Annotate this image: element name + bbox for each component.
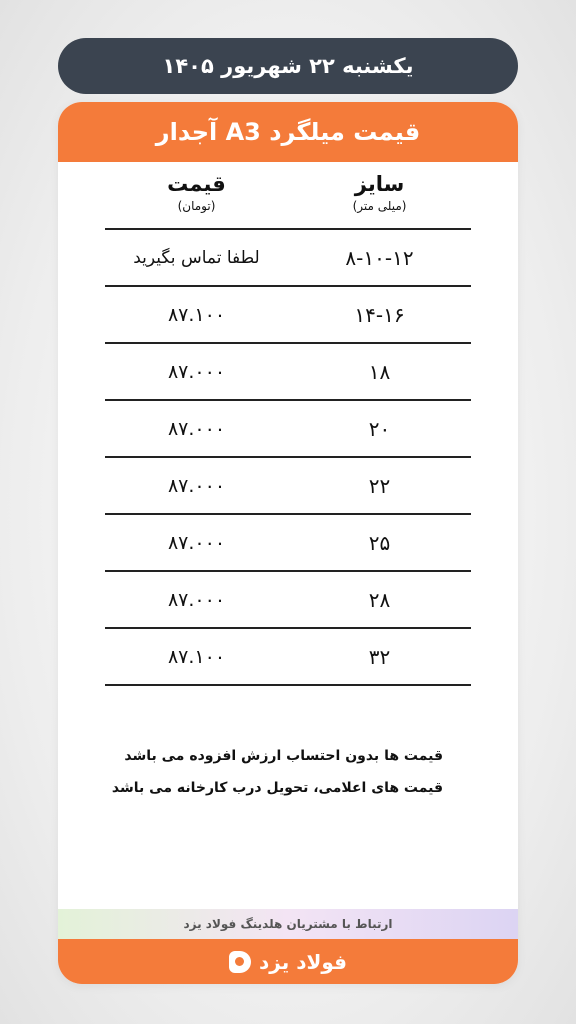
size-cell: ۱۴-۱۶ [354, 302, 405, 327]
table-row [105, 287, 471, 344]
price-notes [88, 740, 443, 804]
note-vat: قیمت ها بدون احتساب ارزش افزوده می باشد [124, 748, 443, 764]
size-cell: ۳۲ [368, 644, 391, 669]
price-table [105, 170, 471, 686]
price-card [58, 102, 518, 984]
card-title: قیمت میلگرد A3 آجدار [58, 102, 518, 162]
price-cell: لطفا تماس بگیرید [133, 247, 260, 268]
size-cell: ۲۵ [368, 530, 391, 555]
note-delivery: قیمت های اعلامی، تحویل درب کارخانه می باشد [111, 780, 443, 796]
customer-relations-text: ارتباط با مشتریان هلدینگ فولاد یزد [183, 917, 393, 931]
customer-relations-strip [58, 909, 518, 939]
price-header-label: قیمت [167, 172, 226, 196]
date-bar [58, 38, 518, 94]
size-header-unit: (میلی متر) [352, 199, 407, 213]
table-row [105, 515, 471, 572]
price-column-header [105, 170, 288, 228]
table-row [105, 230, 471, 287]
price-cell: ۸۷.۱۰۰ [167, 645, 226, 668]
price-cell: ۸۷.۰۰۰ [167, 531, 226, 554]
table-row [105, 458, 471, 515]
price-cell: ۸۷.۱۰۰ [167, 303, 226, 326]
table-row [105, 401, 471, 458]
size-cell: ۲۰ [368, 416, 391, 441]
price-header-unit: (تومان) [177, 199, 216, 213]
price-cell: ۸۷.۰۰۰ [167, 360, 226, 383]
size-cell: ۲۲ [368, 473, 391, 498]
table-row [105, 344, 471, 401]
table-row [105, 572, 471, 629]
date-text: یکشنبه ۲۲ شهریور ۱۴۰۵ [162, 54, 414, 78]
size-header-label: سایز [354, 172, 405, 196]
price-cell: ۸۷.۰۰۰ [167, 417, 226, 440]
price-cell: ۸۷.۰۰۰ [167, 474, 226, 497]
brand-name: فولاد یزد [259, 949, 347, 974]
price-cell: ۸۷.۰۰۰ [167, 588, 226, 611]
size-cell: ۸-۱۰-۱۲ [345, 245, 414, 270]
table-header [105, 170, 471, 230]
brand-footer [58, 939, 518, 984]
size-cell: ۲۸ [368, 587, 391, 612]
brand-logo-icon [229, 951, 251, 973]
table-row [105, 629, 471, 686]
size-cell: ۱۸ [368, 359, 391, 384]
size-column-header [288, 170, 471, 228]
